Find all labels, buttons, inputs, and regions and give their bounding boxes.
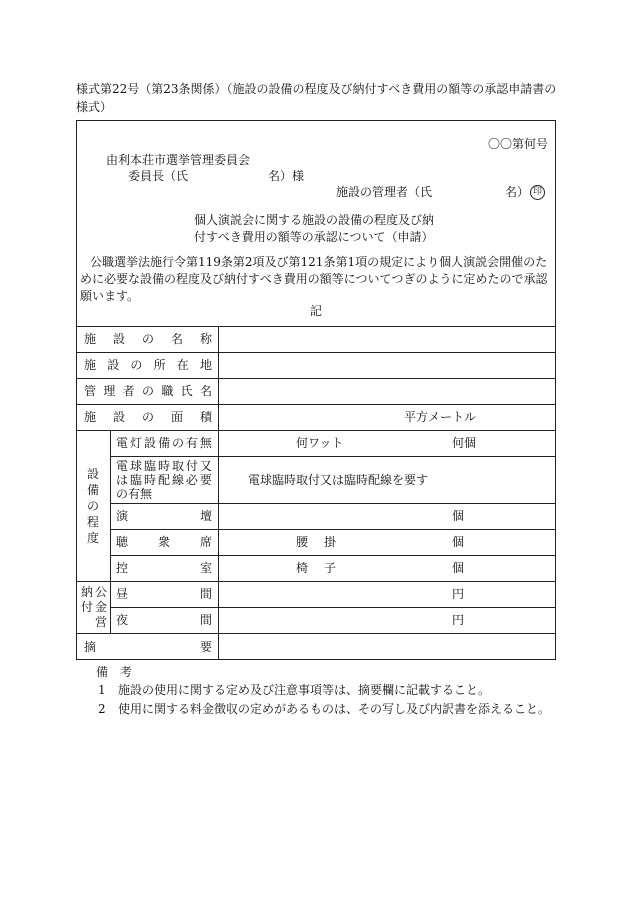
title-line-1: 個人演説会に関する施設の設備の程度及び納: [194, 213, 435, 227]
label-facility-name: 施 設 の 名 称: [84, 332, 212, 346]
body-text: 公職選挙法施行令第119条第2項及び第121条第1項の規定により個人演説会開催のために必要な設備の程度及び納付すべき費用の額等についてつぎのように定めたので承認願います。: [80, 255, 548, 303]
label-stage: 演 壇: [116, 509, 212, 523]
rule: [76, 404, 556, 405]
lighting-count: 何個: [452, 436, 477, 450]
applicant-suffix: 名）: [505, 185, 530, 199]
ki-label: 記: [310, 304, 323, 318]
remark-2-num: 2: [98, 702, 106, 716]
label-facility-location: 施 設 の 所 在 地: [84, 358, 212, 372]
rule: [76, 326, 556, 327]
chair-unit: 個: [452, 561, 465, 575]
label-temp-wiring-2: は 臨 時 配 線 必 要: [116, 473, 212, 487]
night-unit: 円: [452, 613, 465, 627]
label-facility-area: 施 設 の 面 積: [84, 410, 212, 424]
lighting-watt: 何ワット: [296, 436, 344, 450]
rule: [76, 633, 556, 634]
label-manager-name: 管 理 者 の 職 氏 名: [84, 384, 212, 398]
rule: [76, 352, 556, 353]
label-temp-wiring-1: 電 球 臨 時 取 付 又: [116, 459, 212, 473]
document-number: 〇〇第何号: [488, 137, 549, 151]
remark-2-text: 使用に関する料金徴収の定めがあるものは、その写し及び内訳書を添えること。: [118, 702, 551, 716]
title-line-2: 付すべき費用の額等の承認について（申請）: [194, 230, 434, 244]
remark-1-text: 施設の使用に関する定め及び注意事項等は、摘要欄に記載すること。: [118, 683, 491, 697]
remark-1-num: 1: [98, 683, 106, 697]
label-lighting: 電 灯 設 備 の 有 無: [116, 436, 212, 450]
applicant-suffix-wrap: [505, 185, 545, 200]
label-equipment-group: 設 備 の 程 度: [86, 467, 99, 545]
rule: [110, 555, 556, 556]
bench-label: 腰 掛: [296, 535, 336, 549]
rule: [76, 430, 556, 431]
rule: [218, 326, 219, 660]
area-unit: 平方メートル: [404, 410, 477, 424]
form-heading: 様式第22号（第23条関係）（施設の設備の程度及び納付すべき費用の額等の承認申請書の様式）: [76, 82, 557, 114]
rule: [110, 456, 556, 457]
bench-unit: 個: [452, 535, 465, 549]
rule: [76, 581, 556, 582]
label-daytime: 昼 間: [116, 587, 212, 601]
label-fee-group-b: 公 金 営: [94, 585, 107, 629]
temp-wiring-value: 電球臨時取付又は臨時配線を要す: [248, 473, 429, 487]
rule: [76, 378, 556, 379]
rule: [110, 607, 556, 608]
label-temp-wiring-3: の有無: [116, 487, 153, 501]
chair-label: 椅 子: [296, 561, 336, 575]
label-waiting: 控 室: [116, 561, 212, 575]
seal-mark: 印: [530, 185, 545, 200]
label-audience: 聴 衆 席: [116, 535, 212, 549]
label-summary: 摘 要: [84, 640, 212, 654]
rule: [110, 503, 556, 504]
label-fee-group-a: 納 付: [80, 585, 93, 614]
daytime-unit: 円: [452, 587, 465, 601]
label-night: 夜 間: [116, 613, 212, 627]
stage-unit: 個: [452, 509, 465, 523]
remarks-title: 備 考: [96, 665, 133, 679]
addressee-chair-suffix: 名）様: [268, 169, 305, 183]
rule: [110, 529, 556, 530]
applicant-label: 施設の管理者（氏: [336, 185, 433, 199]
addressee-chair: 委員長（氏: [128, 169, 189, 183]
rule: [110, 430, 111, 633]
addressee-org: 由利本荘市選挙管理委員会: [106, 153, 251, 167]
